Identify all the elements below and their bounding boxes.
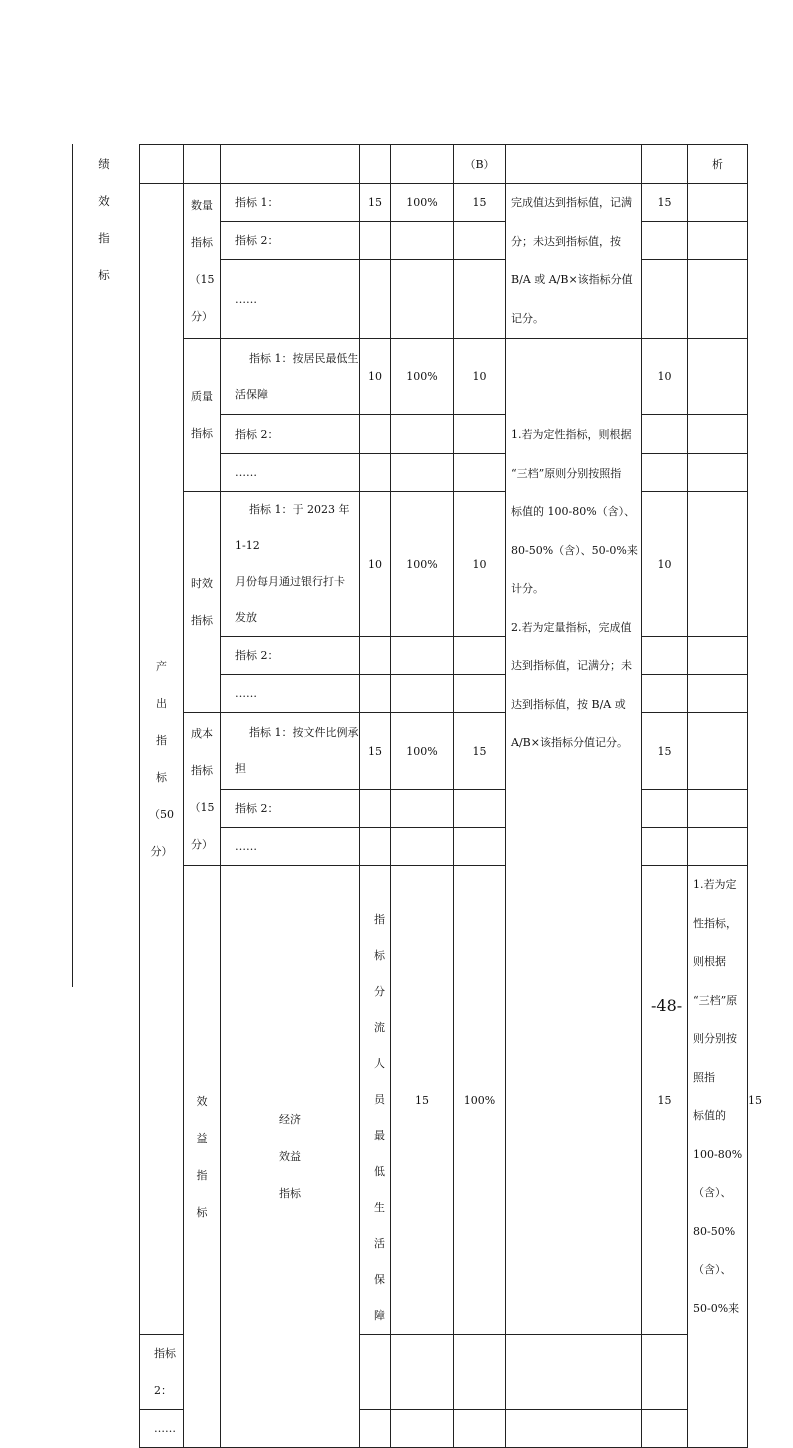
table-cell xyxy=(360,415,391,454)
indicator-name: …… xyxy=(221,260,360,339)
benefit-indicator-label: 效 益 指 标 xyxy=(184,866,221,1448)
indicator-name: 指标 1：按文件比例承 担 xyxy=(221,713,360,790)
table-cell xyxy=(360,675,391,713)
table-row: 效 益 指 标 经济 效益 指标 指标分流人员最低生活 保障 15 100% 15 1.若为定性指标，则根据 “三档”原则分别按照指 标值的 100-80%（含）、 80-50%（含）、50-0%来 15 xyxy=(140,866,748,1335)
scoring-standard-merged: 1.若为定性指标，则根据 “三档”原则分别按照指 标值的 100-80%（含）、 80-50%（含）、50-0%来 计分。 2.若为定量指标，完成值 达到指标值，记满分；未 达到指标值，按 B/A 或 A/B×该指标分值记分。 xyxy=(506,339,642,1335)
score-value: 15 xyxy=(642,184,688,222)
table-cell xyxy=(360,454,391,492)
table-cell xyxy=(688,222,748,260)
weight-value: 15 xyxy=(360,713,391,790)
weight-value: 10 xyxy=(360,492,391,637)
indicator-name: 指标 2： xyxy=(221,637,360,675)
scoring-standard-benefit: 1.若为定性指标，则根据 “三档”原则分别按照指 标值的 100-80%（含）、 80-50%（含）、50-0%来 xyxy=(688,866,748,1448)
table-cell xyxy=(184,145,221,184)
table-cell xyxy=(688,454,748,492)
economic-benefit-indicator-label: 经济 效益 指标 xyxy=(221,866,360,1448)
table-cell xyxy=(688,260,748,339)
table-row xyxy=(140,637,748,675)
target-value: 100% xyxy=(454,866,506,1335)
table-cell xyxy=(454,222,506,260)
indicator-name: 指标 2： xyxy=(221,790,360,828)
table-cell xyxy=(391,1410,454,1448)
table-row xyxy=(140,713,748,790)
table-cell xyxy=(506,1335,642,1410)
table-cell xyxy=(391,454,454,492)
table-row xyxy=(140,828,748,866)
table-cell xyxy=(360,1410,391,1448)
table-cell xyxy=(360,260,391,339)
output-indicator-label: 产 出 指 标 （50 分） xyxy=(140,184,184,1335)
table-row xyxy=(140,339,748,415)
table-cell xyxy=(688,828,748,866)
analysis-cell xyxy=(688,492,748,637)
table-cell xyxy=(360,145,391,184)
actual-value: 10 xyxy=(454,492,506,637)
table-cell xyxy=(642,454,688,492)
table-cell xyxy=(642,1410,688,1448)
table-cell xyxy=(688,415,748,454)
table-cell xyxy=(642,637,688,675)
table-cell xyxy=(454,260,506,339)
analysis-cell xyxy=(688,713,748,790)
table-cell xyxy=(506,1410,642,1448)
indicator-name: 指标 2： xyxy=(140,1335,184,1410)
table-cell xyxy=(221,145,360,184)
analysis-cell xyxy=(688,339,748,415)
side-label-char: 效 xyxy=(98,194,110,208)
table-cell xyxy=(642,790,688,828)
table-row xyxy=(140,260,748,302)
table-row xyxy=(140,222,748,260)
table-cell xyxy=(391,145,454,184)
table-cell xyxy=(391,260,454,339)
timeliness-indicator-label: 时效 指标 xyxy=(184,492,221,713)
header-actual-value-b: （B） xyxy=(454,145,506,184)
side-label-char: 指 xyxy=(98,231,110,245)
actual-value: 15 xyxy=(454,713,506,790)
table-cell xyxy=(360,637,391,675)
table-cell xyxy=(688,675,748,713)
table-cell xyxy=(391,790,454,828)
weight-value: 15 xyxy=(360,184,391,222)
table-row xyxy=(140,675,748,713)
table-cell xyxy=(642,415,688,454)
quantity-indicator-label: 数量 指标 （15 分） xyxy=(184,184,221,339)
table-cell xyxy=(454,454,506,492)
table-row xyxy=(140,454,748,492)
score-value: 15 xyxy=(642,713,688,790)
table-row xyxy=(140,492,748,637)
indicator-name: 指标分流人员最低生活 保障 xyxy=(360,866,391,1335)
table-cell xyxy=(140,145,184,184)
table-cell xyxy=(454,828,506,866)
table-cell xyxy=(688,637,748,675)
indicator-name: …… xyxy=(221,454,360,492)
table-row xyxy=(140,790,748,828)
header-analysis: 析 xyxy=(688,145,748,184)
table-row xyxy=(140,415,748,454)
page-number: -48- xyxy=(651,996,683,1015)
analysis-cell xyxy=(688,184,748,222)
table-header-row xyxy=(140,145,748,184)
table-cell xyxy=(391,415,454,454)
table-cell xyxy=(360,828,391,866)
target-value: 100% xyxy=(391,339,454,415)
quality-indicator-label: 质量 指标 xyxy=(184,339,221,492)
table-cell xyxy=(688,790,748,828)
table-cell xyxy=(454,675,506,713)
cost-indicator-label: 成本 指标 （15 分） xyxy=(184,713,221,866)
indicator-name: 指标 2： xyxy=(221,222,360,260)
performance-indicator-table xyxy=(139,144,762,1448)
scoring-standard-quantity: 完成值达到指标值，记满 分；未达到指标值，按 B/A 或 A/B×该指标分值 记分。 xyxy=(506,184,642,339)
target-value: 100% xyxy=(391,492,454,637)
table-cell xyxy=(391,1335,454,1410)
indicator-name: …… xyxy=(221,675,360,713)
table-cell xyxy=(391,675,454,713)
weight-value: 15 xyxy=(391,866,454,1335)
table-cell xyxy=(642,260,688,339)
table-cell xyxy=(454,637,506,675)
table-cell xyxy=(360,1335,391,1410)
indicator-name: …… xyxy=(140,1410,184,1448)
table-cell xyxy=(360,222,391,260)
table-cell xyxy=(391,222,454,260)
score-value: 10 xyxy=(642,339,688,415)
indicator-name: 指标 2： xyxy=(221,415,360,454)
target-value: 100% xyxy=(391,713,454,790)
side-label-char: 标 xyxy=(98,268,110,282)
actual-value: 15 xyxy=(642,866,688,1335)
actual-value: 15 xyxy=(454,184,506,222)
table-cell xyxy=(360,790,391,828)
actual-value: 10 xyxy=(454,339,506,415)
side-label-char: 绩 xyxy=(98,157,110,171)
table-cell xyxy=(642,145,688,184)
table-cell xyxy=(391,637,454,675)
indicator-name: 指标 1：按居民最低生 活保障 xyxy=(221,339,360,415)
table-cell xyxy=(454,415,506,454)
indicator-name: 指标 1：于 2023 年 1-12 月份每月通过银行打卡 发放 xyxy=(221,492,360,637)
weight-value: 10 xyxy=(360,339,391,415)
table-cell xyxy=(642,1335,688,1410)
left-border-rule xyxy=(72,144,73,987)
table-cell xyxy=(454,1335,506,1410)
table-row xyxy=(140,184,748,222)
table-cell xyxy=(642,675,688,713)
table-cell xyxy=(642,222,688,260)
indicator-name: 指标 1： xyxy=(221,184,360,222)
table-cell xyxy=(391,828,454,866)
table-cell xyxy=(506,145,642,184)
table-cell xyxy=(454,1410,506,1448)
table-cell xyxy=(454,790,506,828)
table-cell xyxy=(642,828,688,866)
score-value: 10 xyxy=(642,492,688,637)
indicator-name: …… xyxy=(221,828,360,866)
target-value: 100% xyxy=(391,184,454,222)
